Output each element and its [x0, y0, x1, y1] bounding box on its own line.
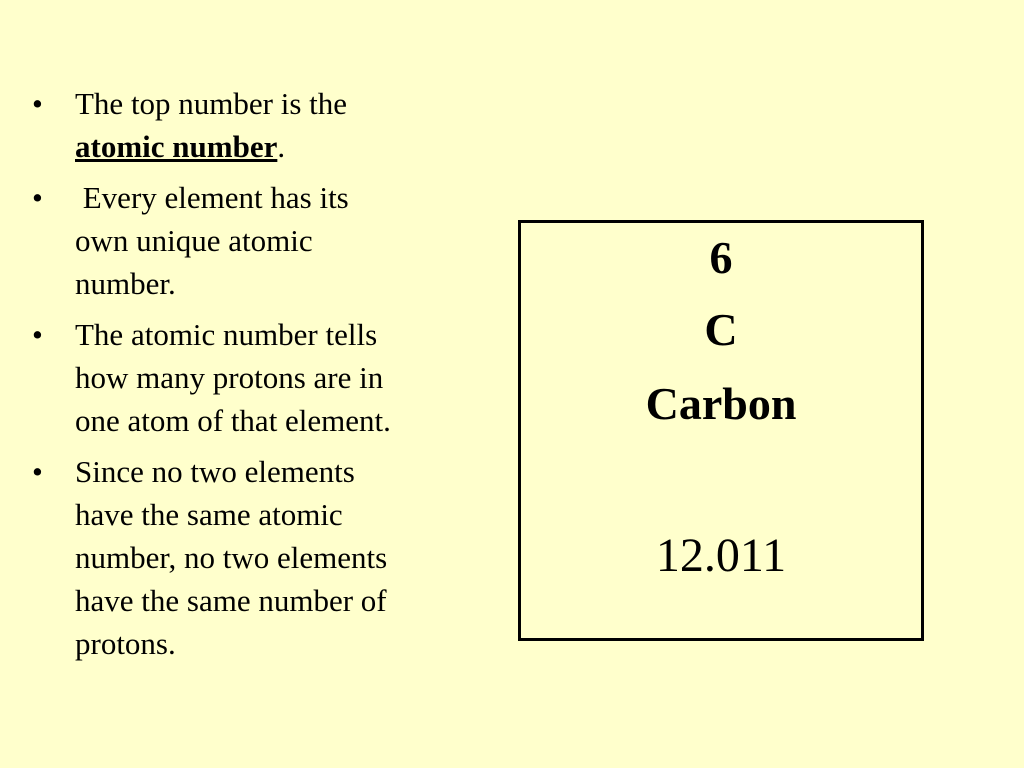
bullet-line: how many protons are in	[75, 360, 384, 395]
bullet-item-4	[30, 450, 500, 665]
bullet-marker: •	[32, 86, 43, 121]
bullet-line: The atomic number tells	[75, 317, 378, 352]
bullet-item-1	[30, 82, 500, 168]
term-suffix: .	[277, 129, 286, 164]
bullet-line: protons.	[75, 626, 176, 661]
bullet-line: own unique atomic	[75, 223, 313, 258]
bullet-marker: •	[32, 317, 43, 352]
bullet-line: The top number is the	[75, 86, 348, 121]
atomic-mass: 12.011	[655, 529, 787, 582]
element-symbol: C	[704, 304, 738, 355]
bullet-line: number.	[75, 266, 176, 301]
element-name: Carbon	[645, 378, 797, 429]
bullet-item-3	[30, 313, 500, 442]
atomic-number: 6	[709, 232, 733, 283]
key-term: atomic number	[75, 129, 278, 164]
bullet-line: have the same number of	[75, 583, 387, 618]
bullet-marker: •	[32, 454, 43, 489]
bullet-list	[30, 82, 500, 673]
bullet-line: one atom of that element.	[75, 403, 391, 438]
bullet-line: number, no two elements	[75, 540, 388, 575]
bullet-item-2	[30, 176, 500, 305]
bullet-line: Since no two elements	[75, 454, 355, 489]
bullet-line: have the same atomic	[75, 497, 343, 532]
bullet-marker: •	[32, 180, 43, 215]
bullet-line	[75, 125, 500, 168]
element-tile	[518, 220, 924, 641]
bullet-line: Every element has its	[75, 180, 349, 215]
